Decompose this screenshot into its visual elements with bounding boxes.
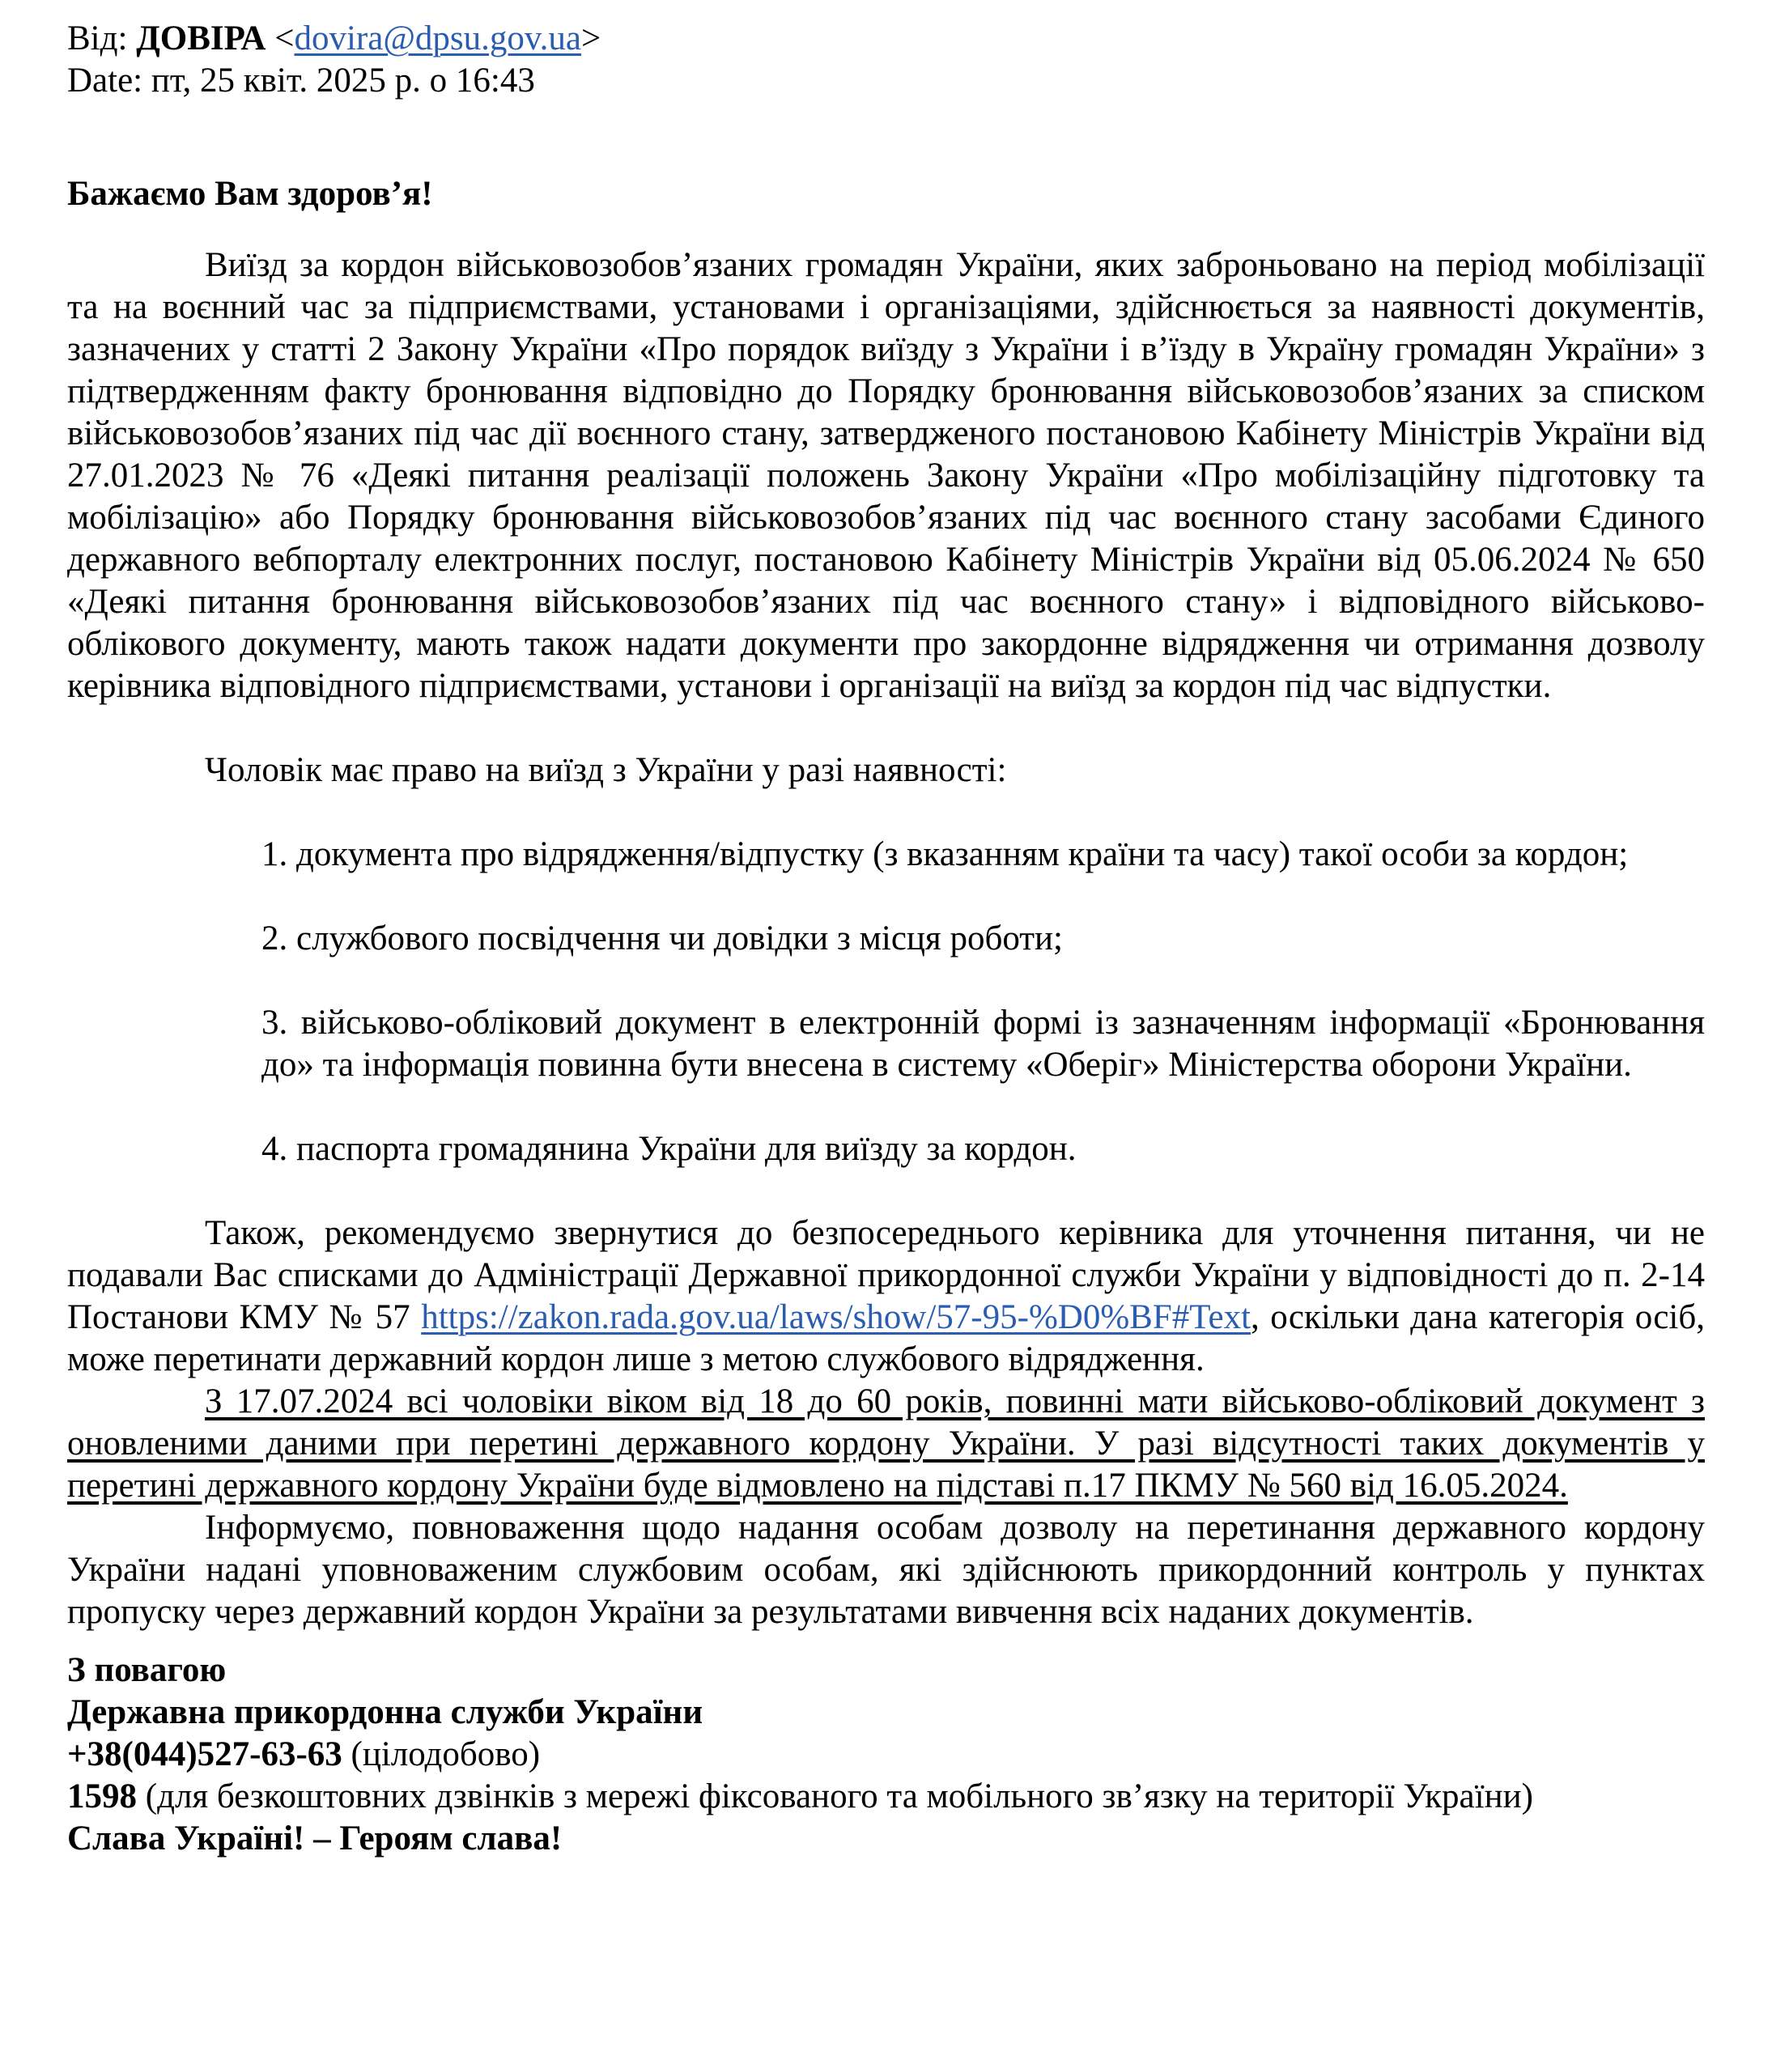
phone-note: (цілодобово) <box>342 1735 541 1773</box>
requirement-item-3: 3. військово-обліковий документ в електронній формі із зазначенням інформації «Бронювання до» та інформація повинна бути внесена в систему «Оберіг» Міністерства оборони України. <box>261 1004 1705 1084</box>
requirement-item-1: 1. документа про відрядження/відпустку (з вказанням країни та часу) такої особи за кордон; <box>261 835 1629 873</box>
recommendation-text-before-link: Також, рекомендуємо звернутися до безпосереднього керівника для уточнення питання, чи не подавали Вас списками до Адміністрації Державної прикордонної служби України у відповідності до п. 2-14 Постанови КМУ № 57 <box>67 1214 1705 1336</box>
requirement-item-2: 2. службового посвідчення чи довідки з місця роботи; <box>261 919 1064 957</box>
date-line: Date: пт, 25 квіт. 2025 р. о 16:43 <box>67 62 535 100</box>
paragraph-exit-rules: Виїзд за кордон військовозобов’язаних громадян України, яких заброньовано на період мобілізації та на воєнний час за підприємствами, установами і організаціями, здійснюється за наявності документів, зазначених у статті 2 Закону України «Про порядок виїзду з України і в’їзду в Україну громадян України» з підтвердженням факту бронювання відповідно до Порядку бронювання військовозобов’язаних за списком військовозобов’язаних під час дії воєнного стану, затвердженого постановою Кабінету Міністрів України від 27.01.2023 № 76 «Деякі питання реалізації положень Закону України «Про мобілізаційну підготовку та мобілізацію» або Порядку бронювання військовозобов’язаних під час воєнного стану засобами Єдиного державного вебпорталу електронних послуг, постановою Кабінету Міністрів України від 05.06.2024 № 650 «Деякі питання бронювання військовозобов’язаних під час воєнного стану» і відповідного військово-облікового документу, мають також надати документи про закордонне відрядження чи отримання дозволу керівника відповідного підприємствами, установи і організації на виїзд за кордон під час відпустки. <box>67 246 1705 705</box>
deadline-underlined-text: З 17.07.2024 всі чоловіки віком від 18 до 60 років, повинні мати військово-обліковий документ з оновленими даними при перетині державного кордону України. У разі відсутності таких документів у перетині державного кордону України буде відмовлено на підставі п.17 ПКМУ № 560 від 16.05.2024. <box>67 1382 1705 1505</box>
paragraph-authority: Інформуємо, повноваження щодо надання особам дозволу на перетинання державного кордону України надані уповноваженим службовим особам, які здійснюють прикордонний контроль у пунктах пропуску через державний кордон України за результатами вивчення всіх наданих документів. <box>67 1509 1705 1631</box>
recommendation-text-after-link: , оскільки дана категорія осіб, може перетинати державний кордон лише з метою службового відрядження. <box>67 1298 1706 1378</box>
signature-org: Державна прикордонна служби України <box>67 1693 703 1731</box>
law-link[interactable]: https://zakon.rada.gov.ua/laws/show/57-95-%D0%BF#Text <box>421 1298 1251 1336</box>
signature-regards: З повагою <box>67 1651 227 1689</box>
requirement-item-4: 4. паспорта громадянина України для виїзду за кордон. <box>261 1130 1077 1168</box>
hotline-note: (для безкоштовних дзвінків з мережі фіксованого та мобільного зв’язку на території України) <box>137 1777 1533 1815</box>
from-label: Від: <box>67 19 137 57</box>
signature-phone: +38(044)527-63-63 <box>67 1735 342 1773</box>
angle-bracket-open: < <box>266 19 295 57</box>
from-line <box>67 18 1705 60</box>
list-intro: Чоловік має право на виїзд з України у разі наявності: <box>205 751 1007 789</box>
signature-phone-line <box>67 1734 1705 1776</box>
signature-slogan: Слава Україні! – Героям слава! <box>67 1819 563 1858</box>
signature-hotline: 1598 <box>67 1777 137 1815</box>
sender-name: ДОВІРА <box>136 19 266 57</box>
greeting-heading: Бажаємо Вам здоров’я! <box>67 175 433 213</box>
paragraph-recommendation <box>67 1212 1705 1381</box>
signature-hotline-line <box>67 1776 1705 1818</box>
paragraph-deadline <box>67 1381 1705 1507</box>
angle-bracket-close: > <box>580 19 601 57</box>
sender-email-link[interactable]: dovira@dpsu.gov.ua <box>294 19 581 57</box>
